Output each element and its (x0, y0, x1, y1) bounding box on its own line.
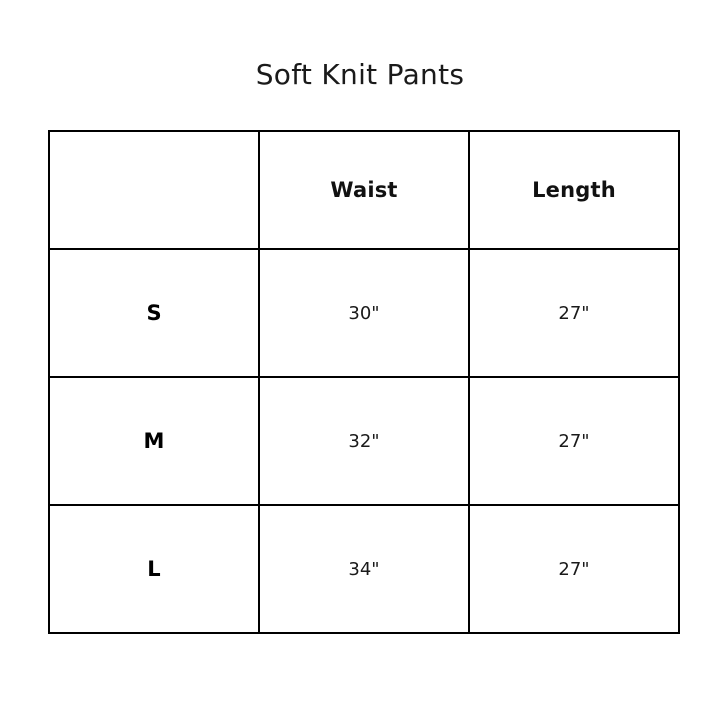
table-row (49, 249, 679, 377)
cell-length: 27" (469, 505, 679, 633)
row-header-size: S (49, 249, 259, 377)
cell-length: 27" (469, 249, 679, 377)
table-header (49, 131, 679, 249)
table-body (49, 249, 679, 633)
table-row (49, 505, 679, 633)
cell-waist: 34" (259, 505, 469, 633)
table-corner-cell (49, 131, 259, 249)
cell-waist: 32" (259, 377, 469, 505)
page-title: Soft Knit Pants (255, 58, 465, 91)
column-header-waist: Waist (259, 131, 469, 249)
cell-waist: 30" (259, 249, 469, 377)
row-header-size: L (49, 505, 259, 633)
row-header-size: M (49, 377, 259, 505)
cell-length: 27" (469, 377, 679, 505)
table-row (49, 377, 679, 505)
size-chart-table (48, 130, 680, 634)
table-header-row (49, 131, 679, 249)
column-header-length: Length (469, 131, 679, 249)
